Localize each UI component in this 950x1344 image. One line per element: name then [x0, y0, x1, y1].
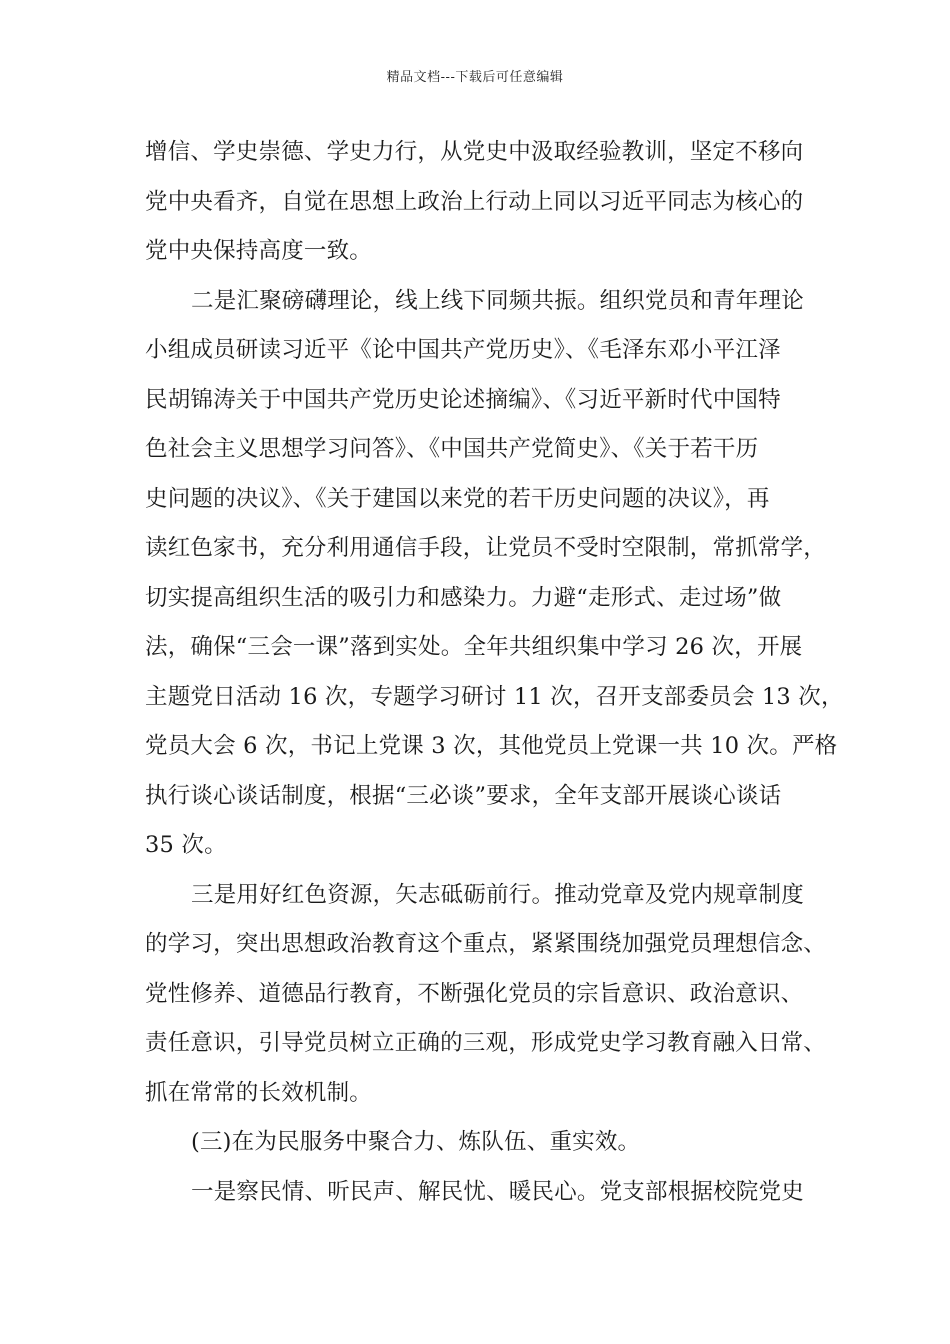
text-line: 责任意识，引导党员树立正确的三观，形成党史学习教育融入日常、	[145, 1030, 827, 1056]
text-line: 史问题的决议》、《关于建国以来党的若干历史问题的决议》，再	[145, 485, 770, 512]
text-line: 党员大会 6 次，书记上党课 3 次，其他党员上党课一共 10 次。严格	[145, 733, 838, 759]
text-line: 一是察民情、听民声、解民忧、暖民心。党支部根据校院党史	[191, 1178, 804, 1205]
text-line: 的学习，突出思想政治教育这个重点，紧紧围绕加强党员理想信念、	[145, 931, 827, 957]
text-line: 小组成员研读习近平《论中国共产党历史》、《毛泽东邓小平江泽	[145, 337, 781, 363]
text-line: 党中央保持高度一致。	[145, 238, 373, 264]
text-line: 色社会主义思想学习问答》、《中国共产党简史》、《关于若干历	[145, 436, 759, 462]
text-line: 主题党日活动 16 次，专题学习研讨 11 次，召开支部委员会 13 次，	[145, 683, 844, 710]
text-line: 三是用好红色资源，矢志砥砺前行。推动党章及党内规章制度	[191, 881, 804, 908]
page-header: 精品文档---下载后可任意编辑	[386, 70, 564, 85]
text-line: 35 次。	[145, 832, 227, 858]
text-line: 切实提高组织生活的吸引力和感染力。力避“走形式、走过场”做	[145, 584, 782, 611]
text-line: 党性修养、道德品行教育，不断强化党员的宗旨意识、政治意识、	[145, 980, 804, 1007]
text-line: 党中央看齐，自觉在思想上政治上行动上同以习近平同志为核心的	[145, 188, 804, 215]
text-line: (三)在为民服务中聚合力、炼队伍、重实效。	[191, 1129, 641, 1155]
body-text	[145, 128, 844, 1217]
text-line: 执行谈心谈话制度，根据“三必谈”要求，全年支部开展谈心谈话	[145, 782, 782, 809]
text-line: 抓在常常的长效机制。	[145, 1079, 373, 1106]
text-line: 法，确保“三会一课”落到实处。全年共组织集中学习 26 次，开展	[145, 634, 803, 660]
text-line: 二是汇聚磅礴理论，线上线下同频共振。组织党员和青年理论	[191, 287, 804, 314]
text-line: 读红色家书，充分利用通信手段，让党员不受时空限制，常抓常学，	[145, 535, 827, 561]
text-line: 民胡锦涛关于中国共产党历史论述摘编》、《习近平新时代中国特	[145, 386, 781, 413]
text-line: 增信、学史崇德、学史力行，从党史中汲取经验教训，坚定不移向	[145, 139, 804, 165]
